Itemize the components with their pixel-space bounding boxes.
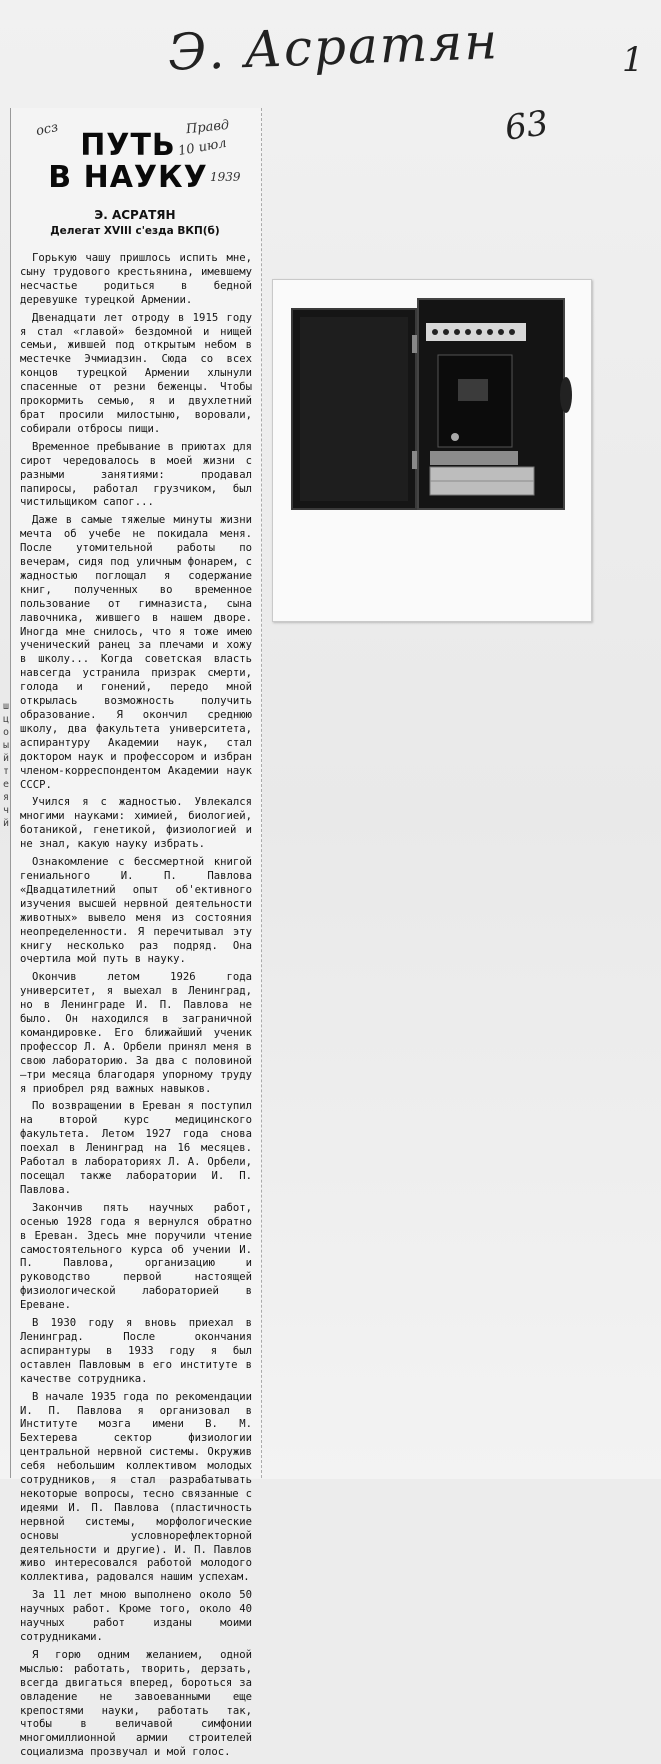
paragraph: Учился я с жадностью. Увлекался многими науками: химией, биологией, ботаникой, генетикой, физиологией и не знал, какую науку избрать.	[20, 796, 252, 851]
door-inner	[300, 317, 408, 501]
margin-fragment: ч	[2, 805, 10, 816]
paragraph: По возвращении в Ереван я поступил на второй курс медицинского факультета. Летом 1927 года снова поехал в Ленинград на 16 месяцев. Работал в лабораториях Л. А. Орбели, посещал также лаборатории И. П. Павлова.	[20, 1100, 252, 1196]
article-headline	[48, 130, 208, 194]
margin-fragment: я	[2, 792, 10, 803]
apparatus-photo	[280, 295, 580, 515]
paragraph: В 1930 году я вновь приехал в Ленинград. После окончания аспирантуры в 1933 году я был оставлен Павловым в его институте в качестве сотрудника.	[20, 1317, 252, 1385]
headline-line-1: ПУТЬ	[80, 128, 176, 163]
paragraph: Даже в самые тяжелые минуты жизни мечта об учебе не покидала меня. После утомительной работы по вечерам, сидя под уличным фонарем, с жадностью поглощал я содержание книг, полученных во временное пользование от гимназиста, сына лавочника, жившего в нашем дворе. Иногда мне снилось, что я тоже имею ученический ранец за плечами и хожу в школу... Когда советская власть навсегда устранила призрак смерти, голода и гонений, передо мной открылась возможность получить образование. Я окончил среднюю школу, два факультета университета, аспирантуру Академии наук, стал доктором наук и профессором и избран членом-корреспондентом Академии наук СССР.	[20, 514, 252, 791]
paragraph: Временное пребывание в приютах для сирот чередовалось в моей жизни с разными занятиями: продавал папиросы, работал грузчиком, был чистильщиком сапог...	[20, 440, 252, 509]
paragraph: За 11 лет мною выполнено около 50 научных работ. Кроме того, около 40 научных работ изданы моими сотрудниками.	[20, 1589, 252, 1643]
side-knob	[560, 377, 572, 413]
paragraph: Закончив пять научных работ, осенью 1928 года я вернулся обратно в Ереван. Здесь мне поручили чтение самостоятельного курса об учении И. П. Павлова, организацию и руководство первой настоящей физиологической лабораторией в Ереване.	[20, 1201, 252, 1312]
lamp	[451, 433, 459, 441]
margin-date: 10 июл	[177, 135, 228, 160]
paragraph: Окончив летом 1926 года университет, я выехал в Ленинград, но в Ленинграде И. П. Павлова не было. Он находился в заграничной командировке. Его ближайший ученик профессор Л. А. Орбели принял меня в свою лабораторию. За два с половиной—три месяца благодаря упорному труду я приобрел ряд важных навыков.	[20, 971, 252, 1095]
margin-fragments	[0, 700, 12, 830]
margin-fragment: ш	[2, 701, 10, 712]
margin-fragment: ы	[2, 740, 10, 751]
margin-fragment: е	[2, 779, 10, 790]
margin-source: Правд	[185, 117, 230, 138]
paragraph: Я горю одним желанием, одной мыслью: работать, творить, дерзать, всегда двигаться вперед, бороться за овладение не завоеванными еще крепостями науки, работать так, чтобы в величавой симфонии многомиллионной армии строителей социализма прозвучал и мой голос.	[20, 1648, 252, 1759]
paragraph: Ознакомление с бессмертной книгой гениального И. П. Павлова «Двадцатилетний опыт об'ективного изучения высшей нервной деятельности животных» вывело меня из состояния неопределенности. Я перечитывал эту книгу несколько раз подряд. Она очертила мой путь в науку.	[20, 856, 252, 966]
margin-year: 1939	[210, 170, 241, 184]
mechanism-block	[458, 379, 488, 401]
paragraph: Двенадцати лет отроду в 1915 году я стал «главой» бездомной и нищей семьи, жившей под открытым небом в местечке Эчмиадзин. Сюда со всех концов турецкой Армении хлынули спасенные от резни беженцы. Чтобы прокормить семью, я и двухлетний брат просили милостыню, воровали, собирали отбросы пищи.	[20, 311, 252, 435]
sheet-number: 1	[622, 40, 644, 80]
paragraph: Горькую чашу пришлось испить мне, сыну трудового крестьянина, имевшему несчастье родиться в бедной деревушке турецкой Армении.	[20, 252, 252, 306]
article-body	[20, 252, 252, 1764]
margin-fragment: й	[2, 818, 10, 829]
margin-fragment: ц	[2, 714, 10, 725]
headline-line-2: В НАУКУ	[48, 160, 208, 195]
margin-fragment: т	[2, 766, 10, 777]
tray	[430, 451, 518, 465]
margin-fragment: о	[2, 727, 10, 738]
article-byline: Э. АСРАТЯН	[94, 208, 176, 222]
paragraph: В начале 1935 года по рекомендации И. П. Павлова я организовал в Институте мозга имени В. М. Бехтерева сектор физиологии центральной нервной системы. Окружив себя небольшим коллективом молодых сотрудников, я стал разрабатывать некоторые вопросы, тесно связанные с идеями И. П. Павлова (пластичность нервной системы, морфологические основы условнорефлекторной деятельности и другие). И. П. Павлов живо интересовался работой молодого коллектива, радовался нашим успехам.	[20, 1390, 252, 1584]
margin-note: осз	[34, 119, 60, 140]
handwritten-author: Э. Асратян	[167, 12, 501, 82]
folio-number: 63	[502, 103, 551, 149]
article-subline: Делегат XVIII с'езда ВКП(б)	[50, 225, 220, 237]
margin-fragment: й	[2, 753, 10, 764]
